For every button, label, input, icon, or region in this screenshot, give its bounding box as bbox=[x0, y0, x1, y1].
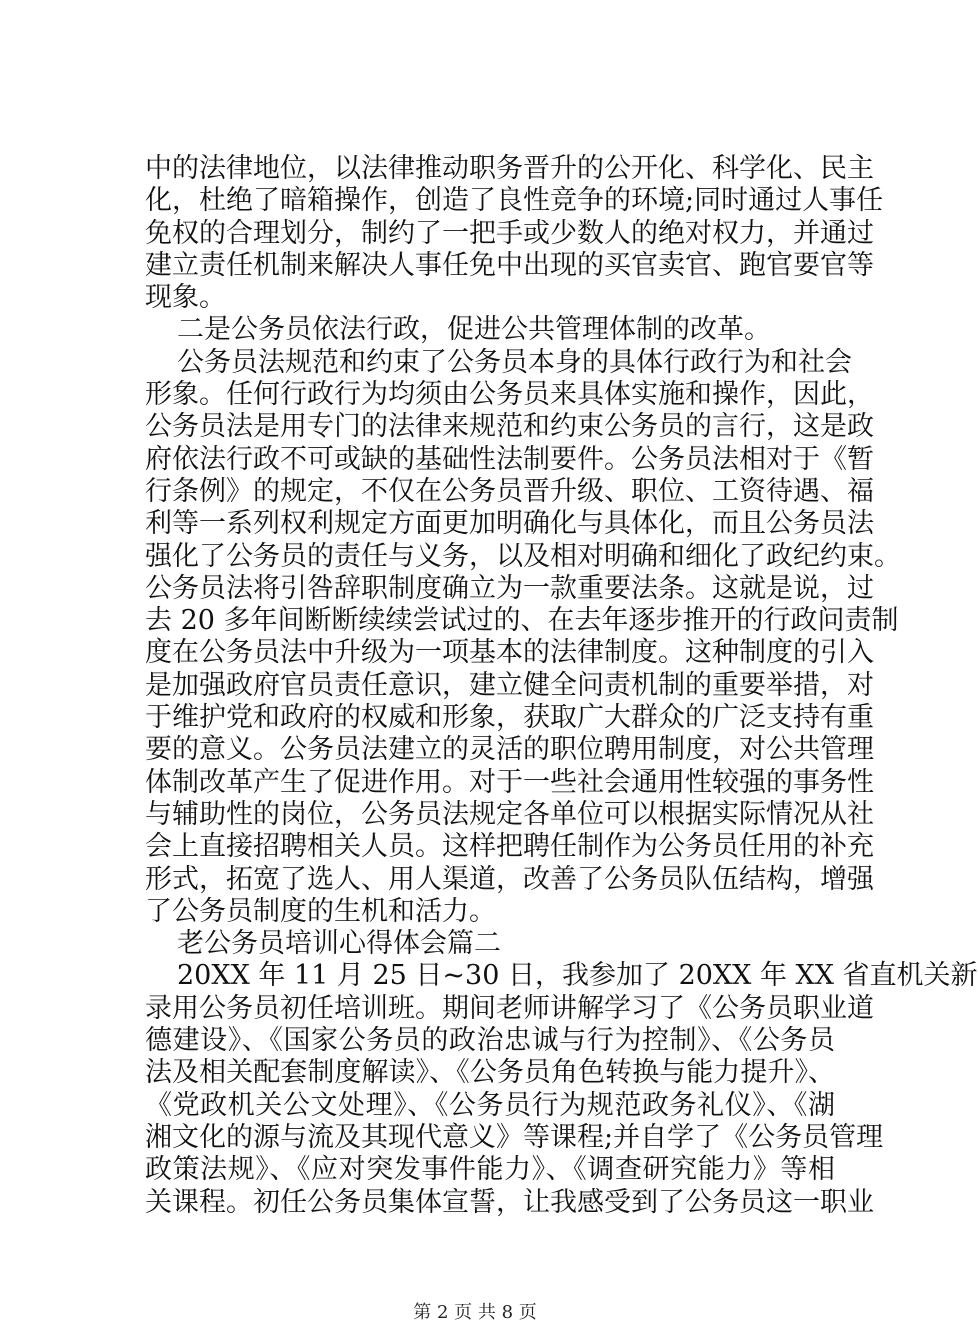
text-line: 要的意义。公务员法建立的灵活的职位聘用制度，对公共管理 bbox=[145, 734, 874, 766]
text-line: 建立责任机制来解决人事任免中出现的买官卖官、跑官要官等 bbox=[145, 249, 874, 281]
text-line: 于维护党和政府的权威和形象，获取广大群众的广泛支持有重 bbox=[145, 702, 874, 734]
text-line: 体制改革产生了促进作用。对于一些社会通用性较强的事务性 bbox=[145, 766, 874, 798]
text-line: 公务员法是用专门的法律来规范和约束公务员的言行，这是政 bbox=[145, 411, 874, 443]
text-line: 录用公务员初任培训班。期间老师讲解学习了《公务员职业道 bbox=[145, 992, 874, 1024]
text-line: 利等一系列权利规定方面更加明确化与具体化，而且公务员法 bbox=[145, 508, 874, 540]
text-line: 中的法律地位，以法律推动职务晋升的公开化、科学化、民主 bbox=[145, 153, 874, 184]
text-line: 20XX 年 11 月 25 日~30 日，我参加了 20XX 年 XX 省直机关新 bbox=[177, 960, 978, 992]
text-line: 《党政机关公文处理》、《公务员行为规范政务礼仪》、《湖 bbox=[145, 1089, 835, 1121]
text-line: 公务员法规范和约束了公务员本身的具体行政行为和社会 bbox=[177, 346, 852, 378]
text-line: 会上直接招聘相关人员。这样把聘任制作为公务员任用的补充 bbox=[145, 831, 874, 863]
text-line: 二是公务员依法行政，促进公共管理体制的改革。 bbox=[177, 314, 771, 346]
text-line: 德建设》、《国家公务员的政治忠诚与行为控制》、《公务员 bbox=[145, 1025, 835, 1057]
text-line: 形象。任何行政行为均须由公务员来具体实施和操作，因此， bbox=[145, 379, 874, 411]
text-line: 强化了公务员的责任与义务，以及相对明确和细化了政纪约束。 bbox=[145, 540, 901, 572]
text-line: 政策法规》、《应对突发事件能力》、《调查研究能力》等相 bbox=[145, 1154, 835, 1186]
text-line: 形式，拓宽了选人、用人渠道，改善了公务员队伍结构，增强 bbox=[145, 863, 874, 895]
text-line: 关课程。初任公务员集体宣誓，让我感受到了公务员这一职业 bbox=[145, 1186, 874, 1218]
text-line: 度在公务员法中升级为一项基本的法律制度。这种制度的引入 bbox=[145, 637, 874, 669]
text-line: 现象。 bbox=[145, 282, 226, 314]
text-line: 公务员法将引咎辞职制度确立为一款重要法条。这就是说，过 bbox=[145, 572, 874, 604]
text-line: 了公务员制度的生机和活力。 bbox=[145, 895, 496, 927]
text-line: 是加强政府官员责任意识，建立健全问责机制的重要举措，对 bbox=[145, 669, 874, 701]
text-line: 去 20 多年间断断续续尝试过的、在去年逐步推开的行政问责制 bbox=[145, 605, 899, 637]
text-line: 与辅助性的岗位，公务员法规定各单位可以根据实际情况从社 bbox=[145, 798, 874, 830]
text-line: 法及相关配套制度解读》、《公务员角色转换与能力提升》、 bbox=[145, 1057, 835, 1089]
page-number-footer: 第 2 页 共 8 页 bbox=[413, 1302, 537, 1323]
text-line: 府依法行政不可或缺的基础性法制要件。公务员法相对于《暂 bbox=[145, 443, 874, 475]
document-body bbox=[145, 153, 978, 1219]
text-line: 湘文化的源与流及其现代意义》等课程;并自学了《公务员管理 bbox=[145, 1121, 884, 1153]
text-line: 免权的合理划分，制约了一把手或少数人的绝对权力，并通过 bbox=[145, 217, 874, 249]
text-line: 化，杜绝了暗箱操作，创造了良性竞争的环境;同时通过人事任 bbox=[145, 185, 884, 217]
text-line: 行条例》的规定，不仅在公务员晋升级、职位、工资待遇、福 bbox=[145, 475, 874, 507]
text-line: 老公务员培训心得体会篇二 bbox=[177, 928, 501, 960]
